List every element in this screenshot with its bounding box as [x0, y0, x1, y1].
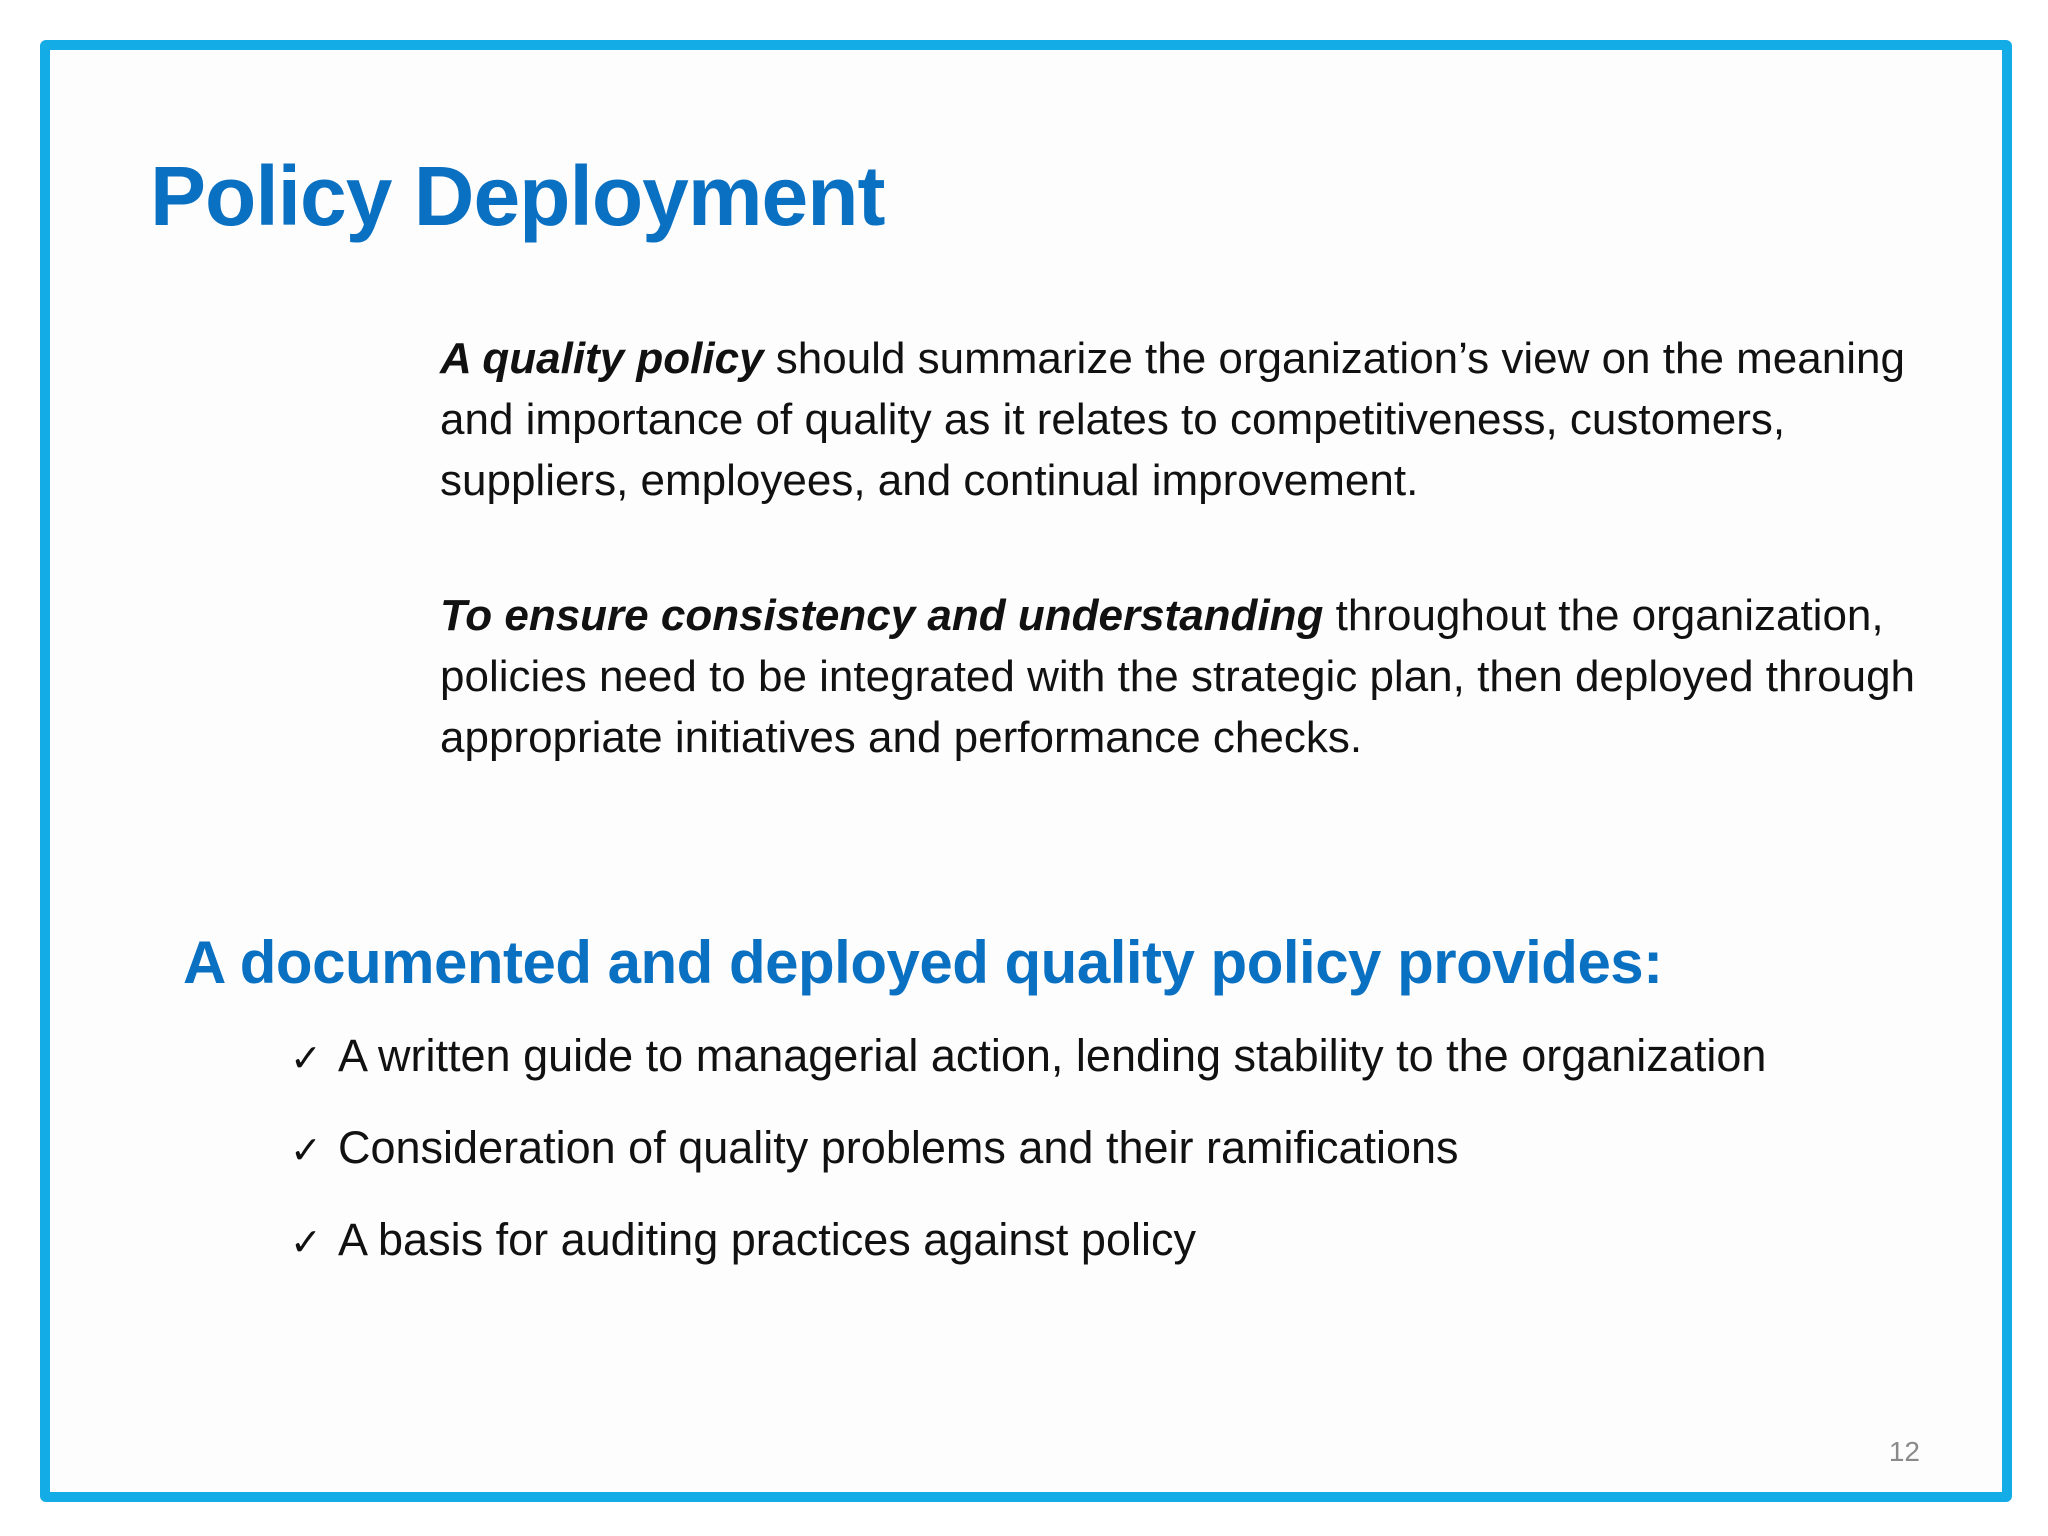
check-icon: ✓ — [290, 1128, 322, 1172]
page-number: 12 — [1888, 1436, 1920, 1467]
list-item — [290, 1122, 1766, 1214]
benefits-list — [290, 1030, 1766, 1306]
slide-frame — [40, 40, 2012, 1502]
slide-title: Policy Deployment — [150, 149, 885, 243]
list-item — [290, 1030, 1766, 1122]
list-item-text: A written guide to managerial action, lending stability to the organization — [338, 1030, 1767, 1081]
paragraph-body-text: should summarize the organization’s view on the meaning and importance of quality as it relates to competitiveness, customers, suppliers, employees, and continual improvement. — [440, 334, 1905, 505]
check-icon: ✓ — [290, 1220, 322, 1264]
check-icon: ✓ — [290, 1036, 322, 1080]
quality-policy-paragraph — [440, 328, 1980, 511]
section-subtitle: A documented and deployed quality policy provides: — [183, 929, 1663, 996]
consistency-paragraph — [440, 585, 1980, 768]
list-item — [290, 1214, 1766, 1306]
list-item-text: Consideration of quality problems and their ramifications — [338, 1122, 1459, 1173]
paragraph-body-text: throughout the organization, policies need to be integrated with the strategic plan, then deployed through appropriate initiatives and performance checks. — [440, 591, 1916, 762]
list-item-text: A basis for auditing practices against policy — [338, 1214, 1196, 1265]
paragraph-lead-text: A quality policy — [440, 334, 764, 383]
paragraph-lead-text: To ensure consistency and understanding — [440, 591, 1324, 640]
